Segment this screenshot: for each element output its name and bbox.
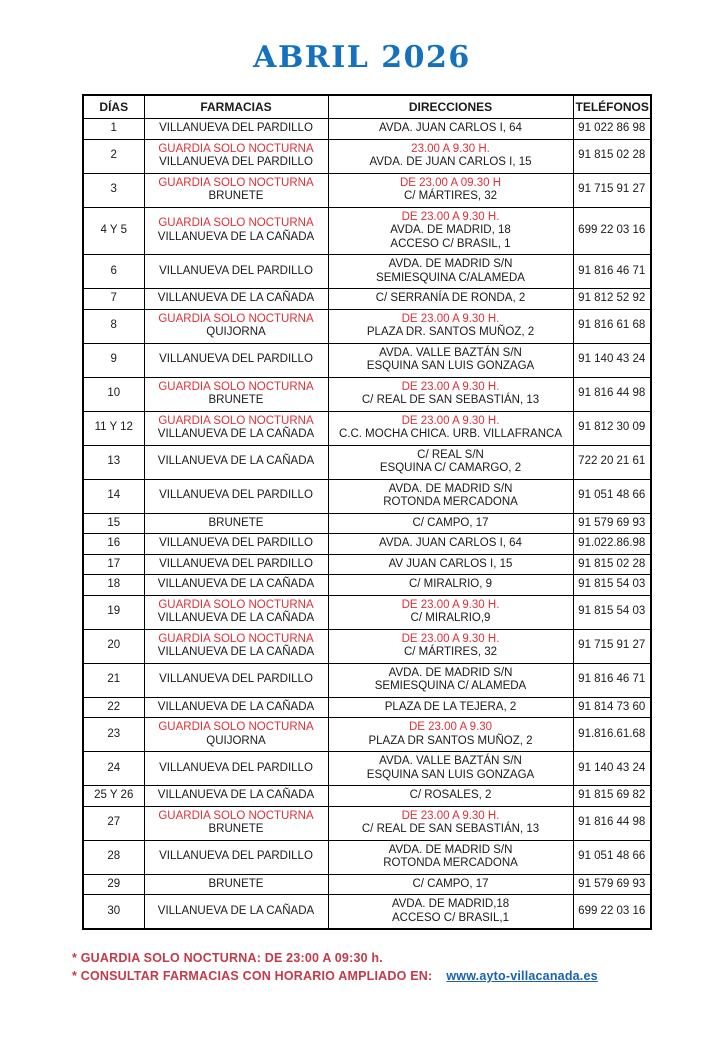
cell-days: 21 [83,663,144,697]
cell-phone: 91 816 44 98 [573,377,651,411]
guard-hours-label: DE 23.00 A 9.30 H. [401,414,500,427]
cell-pharmacy [144,173,328,207]
cell-days: 20 [83,629,144,663]
address-line: SEMIESQUINA C/ALAMEDA [376,271,525,284]
cell-phone: 91 715 91 27 [573,629,651,663]
cell-address [328,139,573,173]
cell-phone: 91 816 46 71 [573,663,651,697]
address-line: AVDA. DE JUAN CARLOS I, 15 [369,156,532,168]
table-row [83,377,651,411]
cell-days: 24 [83,752,144,786]
cell-pharmacy [144,554,328,575]
address-line: AVDA. VALLE BAZTÁN S/N [379,755,522,767]
table-row [83,173,651,207]
cell-phone: 91 812 52 92 [573,289,651,310]
address-line: AVDA. DE MADRID S/N [388,666,513,679]
address-line: C/ REAL DE SAN SEBASTIÁN, 13 [361,394,540,406]
table-row [83,629,651,663]
cell-days: 2 [83,139,144,173]
table-row [83,119,651,140]
table-row [83,139,651,173]
pharmacy-name: VILLANUEVA DE LA CAÑADA [157,612,315,624]
address-line: ROTONDA MERCADONA [383,857,518,869]
cell-days: 22 [83,697,144,718]
guard-hours-label: DE 23.00 A 9.30 H. [401,380,500,393]
guard-hours-label: DE 23.00 A 9.30 H. [401,312,500,325]
cell-pharmacy [144,840,328,874]
cell-days: 6 [83,255,144,289]
cell-days: 1 [83,119,144,140]
guard-duty-label: GUARDIA SOLO NOCTURNA [158,142,314,155]
cell-phone: 722 20 21 61 [573,445,651,479]
cell-pharmacy [144,895,328,930]
cell-phone: 91 815 54 03 [573,575,651,596]
pharmacy-name: BRUNETE [208,877,264,890]
cell-address [328,377,573,411]
cell-pharmacy [144,309,328,343]
cell-address [328,786,573,807]
cell-days: 14 [83,479,144,513]
guard-duty-label: GUARDIA SOLO NOCTURNA [158,217,314,230]
guard-duty-label: GUARDIA SOLO NOCTURNA [158,721,314,733]
cell-days: 18 [83,575,144,596]
pharmacy-name: VILLANUEVA DE LA CAÑADA [157,578,315,590]
table-row [83,343,651,377]
cell-phone: 91 815 02 28 [573,554,651,575]
address-line: ROTONDA MERCADONA [383,496,518,508]
cell-phone: 91 140 43 24 [573,343,651,377]
cell-address [328,554,573,575]
pharmacy-name: VILLANUEVA DEL PARDILLO [159,122,313,134]
address-line: AVDA. VALLE BAZTÁN S/N [379,346,522,359]
cell-pharmacy [144,752,328,786]
pharmacy-name: BRUNETE [208,394,264,406]
cell-address [328,718,573,752]
address-line: C/ REAL S/N [417,448,484,461]
table-row [83,575,651,596]
cell-phone: 91 051 48 66 [573,479,651,513]
cell-phone: 699 22 03 16 [573,895,651,930]
cell-pharmacy [144,595,328,629]
cell-pharmacy [144,139,328,173]
guard-hours-label: DE 23.00 A 09.30 H [399,176,502,189]
cell-pharmacy [144,534,328,555]
pharmacy-name: VILLANUEVA DE LA CAÑADA [157,646,315,658]
address-line: C.C. MOCHA CHICA. URB. VILLAFRANCA [338,428,562,440]
guard-duty-label: GUARDIA SOLO NOCTURNA [158,598,314,611]
pharmacy-name: VILLANUEVA DE LA CAÑADA [157,230,315,243]
cell-phone: 91 814 73 60 [573,697,651,718]
column-header-farmacias: FARMACIAS [144,95,328,119]
guard-hours-label: DE 23.00 A 9.30 H. [401,598,500,611]
cell-address [328,806,573,840]
cell-phone: 91 051 48 66 [573,840,651,874]
cell-days: 29 [83,874,144,895]
cell-address [328,629,573,663]
cell-address [328,575,573,596]
cell-address [328,343,573,377]
cell-address [328,479,573,513]
pharmacy-name: VILLANUEVA DEL PARDILLO [159,557,313,570]
table-row [83,874,651,895]
cell-pharmacy [144,629,328,663]
table-row [83,595,651,629]
cell-address [328,840,573,874]
cell-pharmacy [144,445,328,479]
address-line: C/ MÁRTIRES, 32 [403,190,498,202]
page-title: ABRIL 2026 [253,40,471,75]
cell-phone: 91 816 46 71 [573,255,651,289]
cell-days: 30 [83,895,144,930]
guard-duty-label: GUARDIA SOLO NOCTURNA [158,632,314,645]
cell-phone: 91 816 61 68 [573,309,651,343]
cell-days: 15 [83,513,144,534]
table-row [83,554,651,575]
cell-pharmacy [144,255,328,289]
cell-address [328,697,573,718]
cell-days: 19 [83,595,144,629]
address-line: AVDA. DE MADRID, 18 [390,224,511,236]
cell-days: 13 [83,445,144,479]
cell-address [328,207,573,255]
address-line: C/ CAMPO, 17 [412,877,489,890]
cell-address [328,119,573,140]
note-guardia-nocturna [72,951,724,965]
address-line: ESQUINA SAN LUIS GONZAGA [366,360,535,372]
address-line: AVDA. DE MADRID S/N [388,482,513,495]
cell-address [328,309,573,343]
guard-duty-label: GUARDIA SOLO NOCTURNA [158,380,314,393]
cell-pharmacy [144,575,328,596]
pharmacy-name: VILLANUEVA DE LA CAÑADA [157,455,315,468]
cell-days: 23 [83,718,144,752]
cell-days: 25 Y 26 [83,786,144,807]
address-line: ACCESO C/ BRASIL, 1 [390,237,511,250]
footnotes [72,951,724,983]
address-line: C/ MIRALRIO, 9 [408,578,493,590]
table-row [83,309,651,343]
cell-days: 7 [83,289,144,310]
cell-address [328,874,573,895]
guard-hours-label: 23.00 A 9.30 H. [411,142,490,155]
table-row [83,697,651,718]
cell-days: 28 [83,840,144,874]
table-row [83,895,651,930]
cell-address [328,663,573,697]
cell-pharmacy [144,377,328,411]
address-line: C/ ROSALES, 2 [409,789,492,801]
schedule-tbody [83,119,651,930]
pharmacy-name: QUIJORNA [206,326,266,338]
table-row [83,289,651,310]
cell-phone: 91 579 69 93 [573,513,651,534]
cell-days: 3 [83,173,144,207]
table-header-row [83,95,651,119]
guard-hours-label: DE 23.00 A 9.30 H. [401,210,500,223]
cell-address [328,895,573,930]
pharmacy-name: BRUNETE [208,516,264,529]
pharmacy-name: VILLANUEVA DEL PARDILLO [159,156,313,168]
address-line: C/ REAL DE SAN SEBASTIÁN, 13 [361,823,540,835]
cell-address [328,752,573,786]
pharmacy-name: VILLANUEVA DEL PARDILLO [159,673,313,686]
guard-duty-label: GUARDIA SOLO NOCTURNA [158,312,314,325]
table-row [83,786,651,807]
address-line: ESQUINA SAN LUIS GONZAGA [366,768,535,781]
address-line: AV JUAN CARLOS I, 15 [388,557,513,570]
table-row [83,255,651,289]
cell-days: 9 [83,343,144,377]
cell-phone: 91 812 30 09 [573,411,651,445]
cell-days: 11 Y 12 [83,411,144,445]
cell-pharmacy [144,697,328,718]
pharmacy-name: BRUNETE [208,190,264,202]
address-line: AVDA. JUAN CARLOS I, 64 [379,537,522,549]
guard-duty-label: GUARDIA SOLO NOCTURNA [158,809,314,822]
cell-pharmacy [144,479,328,513]
note-consultar [72,969,724,983]
cell-address [328,595,573,629]
table-row [83,806,651,840]
cell-pharmacy [144,718,328,752]
cell-address [328,445,573,479]
cell-days: 17 [83,554,144,575]
cell-days: 10 [83,377,144,411]
address-line: C/ SERRANÍA DE RONDA, 2 [375,292,526,304]
cell-address [328,513,573,534]
table-row [83,663,651,697]
cell-address [328,173,573,207]
cell-pharmacy [144,663,328,697]
cell-pharmacy [144,513,328,534]
address-line: PLAZA DR SANTOS MUÑOZ, 2 [368,734,533,747]
cell-pharmacy [144,786,328,807]
cell-phone: 91 579 69 93 [573,874,651,895]
cell-pharmacy [144,874,328,895]
table-row [83,534,651,555]
address-line: C/ CAMPO, 17 [412,516,489,529]
column-header-dias: DÍAS [83,95,144,119]
pharmacy-name: VILLANUEVA DEL PARDILLO [159,537,313,549]
address-line: PLAZA DE LA TEJERA, 2 [384,700,517,713]
address-line: C/ MÁRTIRES, 32 [403,646,498,658]
pharmacy-name: VILLANUEVA DE LA CAÑADA [157,789,315,801]
pharmacy-name: VILLANUEVA DE LA CAÑADA [157,904,315,917]
pharmacy-name: VILLANUEVA DE LA CAÑADA [157,292,315,304]
cell-pharmacy [144,119,328,140]
cell-days: 16 [83,534,144,555]
table-row [83,513,651,534]
pharmacy-name: BRUNETE [208,823,264,835]
address-line: SEMIESQUINA C/ ALAMEDA [374,680,527,692]
guard-hours-label: DE 23.00 A 9.30 H. [401,809,500,822]
cell-address [328,255,573,289]
cell-pharmacy [144,806,328,840]
cell-phone: 91 022 86 98 [573,119,651,140]
table-row [83,840,651,874]
table-row [83,411,651,445]
cell-pharmacy [144,411,328,445]
villacanada-link[interactable]: www.ayto-villacanada.es [446,969,598,983]
address-line: C/ MIRALRIO,9 [410,612,491,624]
cell-days: 4 Y 5 [83,207,144,255]
address-line: AVDA. DE MADRID S/N [388,843,513,856]
cell-pharmacy [144,289,328,310]
column-header-telefonos: TELÉFONOS [573,95,651,119]
note-text: * GUARDIA SOLO NOCTURNA: DE 23:00 A 09:30 h. [72,951,383,965]
cell-pharmacy [144,207,328,255]
cell-phone: 91 715 91 27 [573,173,651,207]
pharmacy-schedule-table [82,94,652,930]
pharmacy-name: VILLANUEVA DEL PARDILLO [159,264,313,277]
pharmacy-name: VILLANUEVA DEL PARDILLO [159,761,313,774]
cell-address [328,411,573,445]
cell-days: 27 [83,806,144,840]
address-line: PLAZA DR. SANTOS MUÑOZ, 2 [366,326,535,338]
pharmacy-name: VILLANUEVA DE LA CAÑADA [157,700,315,713]
cell-address [328,534,573,555]
guard-hours-label: DE 23.00 A 9.30 H. [401,632,500,645]
pharmacy-name: VILLANUEVA DEL PARDILLO [159,850,313,863]
pharmacy-name: QUIJORNA [206,734,266,747]
pharmacy-name: VILLANUEVA DEL PARDILLO [159,353,313,366]
address-line: AVDA. DE MADRID,18 [391,898,510,910]
cell-phone: 91.022.86.98 [573,534,651,555]
cell-phone: 91 815 69 82 [573,786,651,807]
cell-phone: 91 816 44 98 [573,806,651,840]
address-line: ACCESO C/ BRASIL,1 [392,911,509,924]
table-row [83,752,651,786]
cell-address [328,289,573,310]
document-page [0,40,724,1064]
address-line: AVDA. DE MADRID S/N [388,258,513,270]
cell-phone: 91 815 02 28 [573,139,651,173]
cell-days: 8 [83,309,144,343]
table-row [83,718,651,752]
address-line: AVDA. JUAN CARLOS I, 64 [379,122,522,134]
cell-phone: 699 22 03 16 [573,207,651,255]
cell-phone: 91 815 54 03 [573,595,651,629]
note-text: * CONSULTAR FARMACIAS CON HORARIO AMPLIADO EN: [72,969,433,983]
guard-duty-label: GUARDIA SOLO NOCTURNA [158,176,314,189]
guard-duty-label: GUARDIA SOLO NOCTURNA [158,414,314,427]
cell-phone: 91.816.61.68 [573,718,651,752]
table-row [83,479,651,513]
pharmacy-name: VILLANUEVA DEL PARDILLO [159,489,313,502]
column-header-direcciones: DIRECCIONES [328,95,573,119]
cell-pharmacy [144,343,328,377]
guard-hours-label: DE 23.00 A 9.30 [408,721,493,733]
cell-phone: 91 140 43 24 [573,752,651,786]
pharmacy-name: VILLANUEVA DE LA CAÑADA [157,428,315,440]
table-row [83,207,651,255]
table-row [83,445,651,479]
address-line: ESQUINA C/ CAMARGO, 2 [379,462,522,474]
